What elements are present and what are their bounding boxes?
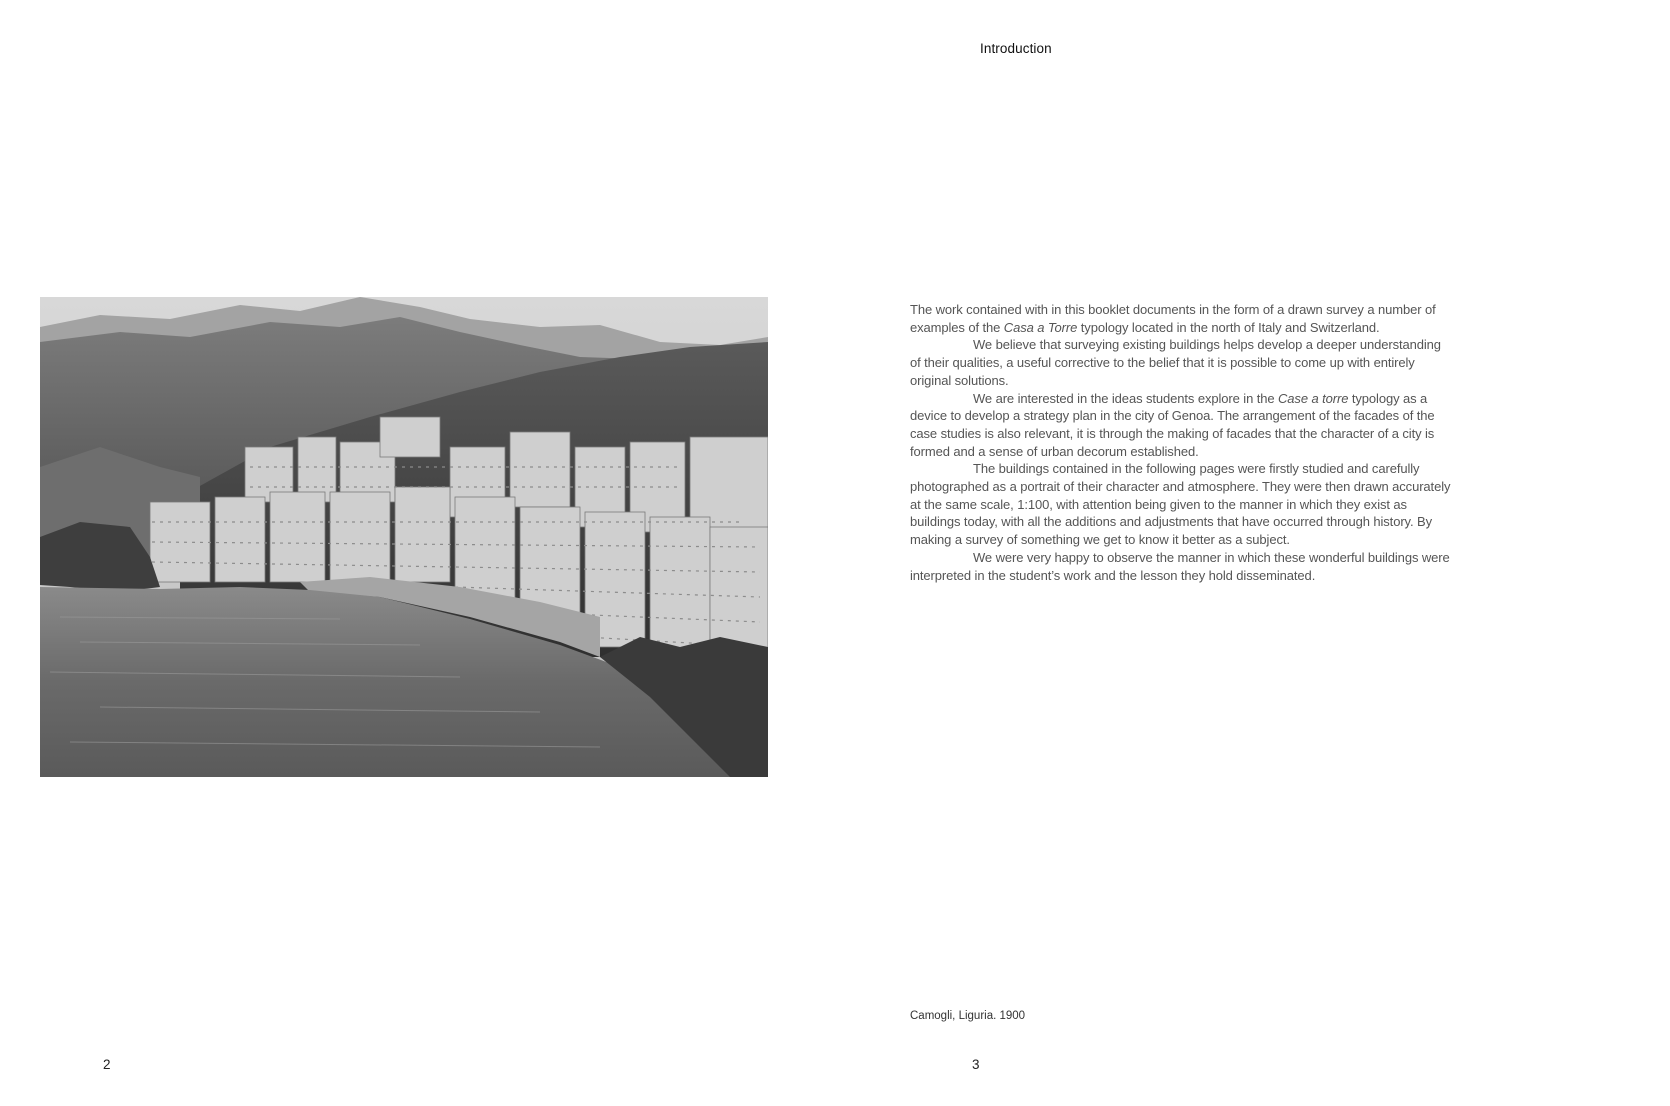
paragraph-5: We were very happy to observe the manner in which these wonderful buildings were interpreted in the student’s work and the lesson they hold disseminated. bbox=[910, 549, 1450, 583]
section-title: Introduction bbox=[980, 41, 1052, 56]
coastal-town-photo-icon bbox=[40, 297, 768, 777]
paragraph-3-text-a: We are interested in the ideas students explore in the bbox=[973, 390, 1279, 406]
paragraph-1-text-b: typology located in the north of Italy and Switzerland. bbox=[1077, 319, 1380, 335]
camogli-photo bbox=[40, 297, 768, 777]
paragraph-1-text-a: The work contained with in this booklet documents in the form of a drawn survey a number of examples of the bbox=[910, 302, 1436, 335]
paragraph-3-text-b: typology as a device to develop a strategy plan in the city of Genoa. The arrangement of the facades of the case studies is also relevant, it is through the making of facades that the character of a city is formed and a sense of urban decorum established. bbox=[910, 390, 1435, 459]
page-number-right: 3 bbox=[972, 1057, 980, 1072]
right-page bbox=[835, 0, 1670, 1106]
paragraph-2: We believe that surveying existing buildings helps develop a deeper understanding of their qualities, a useful corrective to the belief that it is possible to come up with entirely original solutions. bbox=[910, 337, 1441, 388]
photo-caption: Camogli, Liguria. 1900 bbox=[910, 1010, 1026, 1022]
paragraph-4: The buildings contained in the following pages were firstly studied and carefully photographed as a portrait of their character and atmosphere. They were then drawn accurately at the same scale, 1:100, with attention being given to the manner in which they exist as buildings today, with all the additions and adjustments that have occurred through history. By making a survey of something we get to know it better as a subject. bbox=[910, 461, 1451, 548]
page-number-left: 2 bbox=[103, 1057, 111, 1072]
paragraph-1-italic: Casa a Torre bbox=[1003, 319, 1078, 335]
introduction-text bbox=[910, 301, 1455, 584]
paragraph-3-italic: Case a torre bbox=[1278, 390, 1349, 406]
paragraph-3 bbox=[910, 390, 1455, 461]
paragraph-1 bbox=[910, 301, 1455, 336]
